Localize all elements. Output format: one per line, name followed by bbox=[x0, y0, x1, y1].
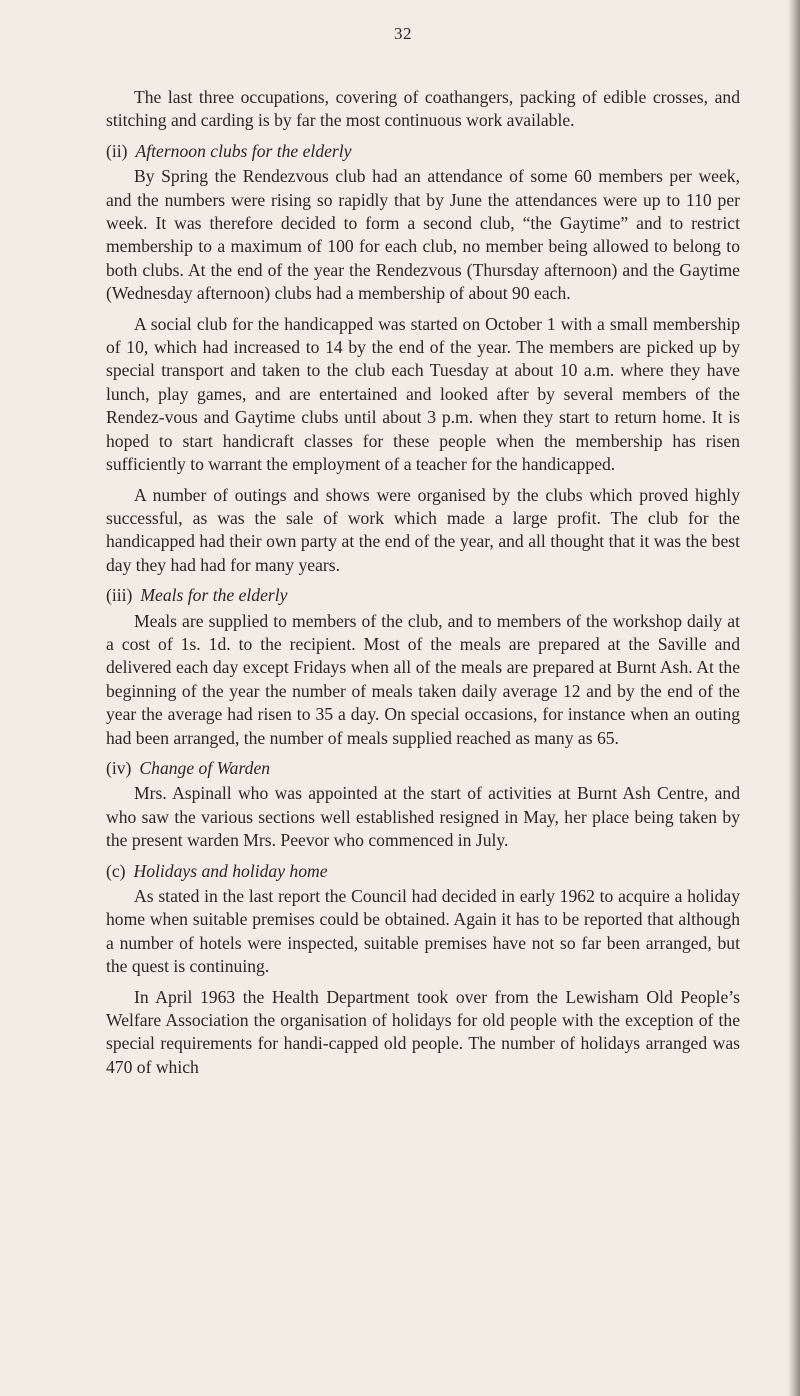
page-edge-shadow bbox=[788, 0, 800, 1396]
paragraph: By Spring the Rendezvous club had an attendance of some 60 members per week, and the numbers were rising so rapidly that by June the attendances were up to 110 per week. It was therefore decided to form a second club, “the Gaytime” and to restrict membership to a maximum of 100 for each club, no member being allowed to belong to both clubs. At the end of the year the Rendezvous (Thursday afternoon) and the Gaytime (Wednesday afternoon) clubs had a membership of about 90 each. bbox=[106, 166, 740, 304]
paragraph: In April 1963 the Health Department took over from the Lewisham Old People’s Welfare Association the organisation of holidays for old people with the exception of the special requirements for handi-capped old people. The number of holidays arranged was 470 of which bbox=[106, 986, 740, 1077]
paragraph: As stated in the last report the Council had decided in early 1962 to acquire a holiday home when suitable premises could be obtained. Again it has to be reported that although a number of hotels were inspected, suitable premises have not so far been arranged, but the quest is continuing. bbox=[106, 886, 740, 977]
page-number: 32 bbox=[394, 24, 412, 43]
section-title: Change of Warden bbox=[139, 757, 271, 778]
paragraph: Meals are supplied to members of the club, and to members of the workshop daily at a cost of 1s. 1d. to the recipient. Most of the meals are prepared at the Saville and delivered each day except Fridays when all of the meals are prepared at Burnt Ash. At the beginning of the year the number of meals taken daily average 12 and by the end of the year the average had risen to 35 a day. On special occasions, for instance when an outing had been arranged, the number of meals supplied reached as many as 65. bbox=[106, 610, 740, 748]
section-heading-holidays bbox=[106, 860, 740, 883]
paragraph: A social club for the handicapped was started on October 1 with a small membership of 10, which had increased to 14 by the end of the year. The members are picked up by special transport and taken to the club each Tuesday at about 10 a.m. where they have lunch, play games, and are entertained and looked after by several members of the Rendez-vous and Gaytime clubs until about 3 p.m. when they start to return home. It is hoped to start handicraft classes for these people when the membership has risen sufficiently to warrant the employment of a teacher for the handicapped. bbox=[106, 313, 740, 475]
section-heading-afternoon-clubs bbox=[106, 140, 740, 163]
section-number: (c) bbox=[106, 860, 126, 881]
section-number: (iii) bbox=[106, 585, 133, 606]
section-number: (ii) bbox=[106, 140, 128, 161]
section-number: (iv) bbox=[106, 757, 132, 778]
section-title: Holidays and holiday home bbox=[133, 860, 328, 881]
paragraph: Mrs. Aspinall who was appointed at the start of activities at Burnt Ash Centre, and who saw the various sections well established resigned in May, her place being taken by the present warden Mrs. Peevor who commenced in July. bbox=[106, 783, 740, 851]
document-body bbox=[106, 86, 740, 1086]
paragraph: A number of outings and shows were organised by the clubs which proved highly successful, as was the sale of work which made a large profit. The club for the handicapped had their own party at the end of the year, and all thought that it was the best day they had had for many years. bbox=[106, 484, 740, 575]
section-title: Meals for the elderly bbox=[140, 585, 288, 606]
intro-paragraph: The last three occupations, covering of coathangers, packing of edible crosses, and stitching and carding is by far the most continuous work available. bbox=[106, 87, 740, 131]
section-title: Afternoon clubs for the elderly bbox=[135, 140, 352, 161]
section-heading-meals bbox=[106, 584, 740, 607]
section-heading-warden bbox=[106, 757, 740, 780]
